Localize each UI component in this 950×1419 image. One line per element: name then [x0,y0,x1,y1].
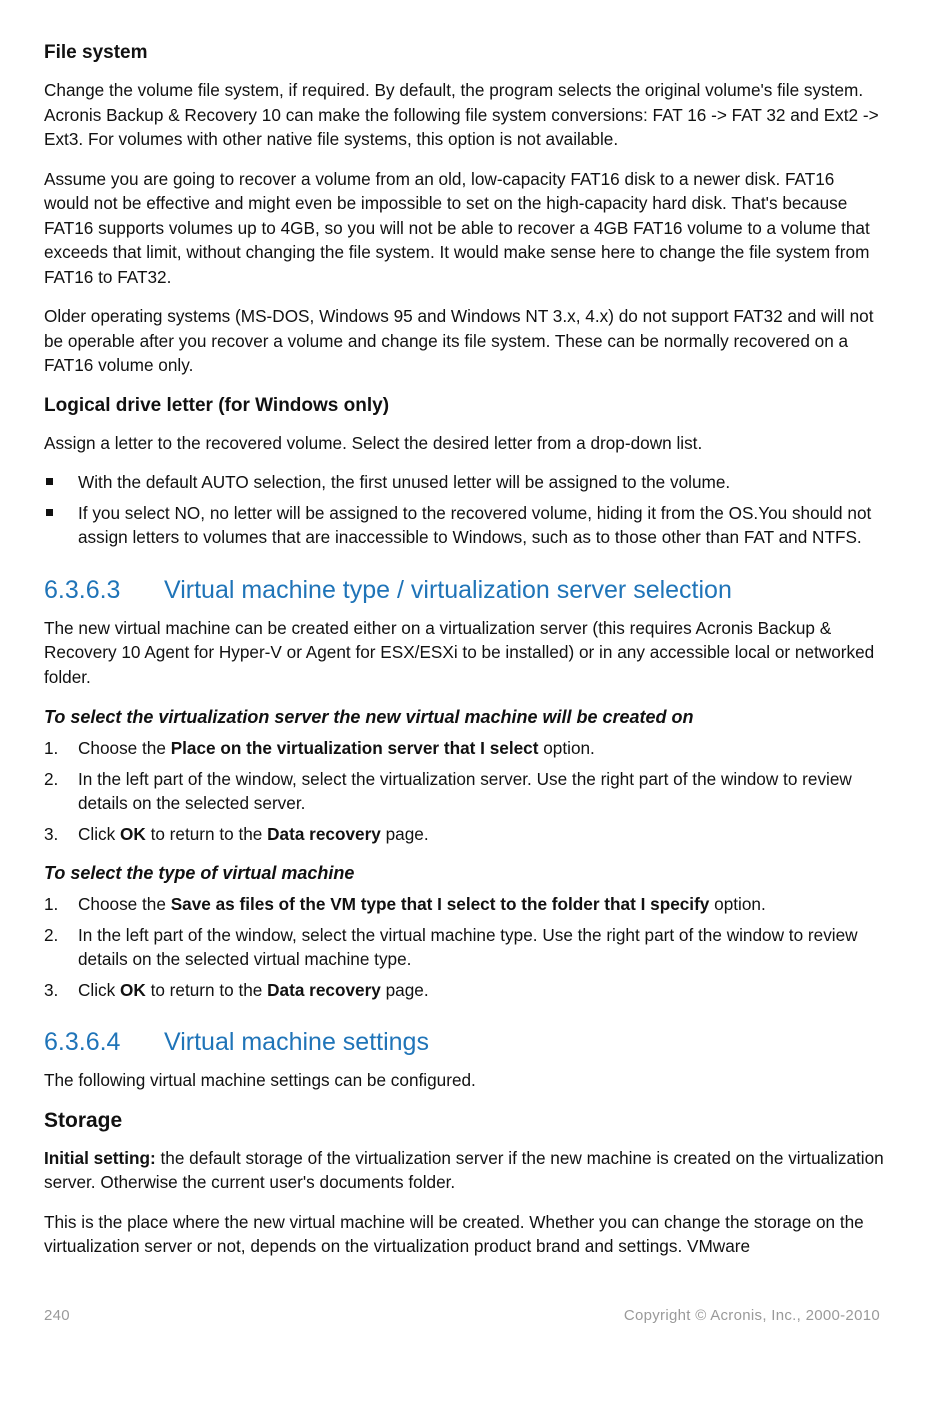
step-item: 1. Choose the Place on the virtualization server that I select option. [44,738,595,758]
step-item: 1. Choose the Save as files of the VM type that I select to the folder that I specify option. [44,894,766,914]
procedure-steps-server [44,736,884,846]
step-item: 2. In the left part of the window, select the virtual machine type. Use the right part of the window to review details on the selected virtual machine type. [44,924,858,969]
vm-type-paragraph: The new virtual machine can be created either on a virtualization server (this requires Acronis Backup & Recovery 10 Agent for Hyper-V or Agent for ESX/ESXi to be installed) or in any accessible local or networked folder. [44,617,875,687]
document-page [44,40,884,1274]
storage-initial-setting: Initial setting: the default storage of the virtualization server if the new machine is created on the virtualization server. Otherwise the current user's documents folder. [44,1147,884,1192]
step-item: 3. Click OK to return to the Data recovery page. [44,979,429,1000]
file-system-paragraph-1: Change the volume file system, if required. By default, the program selects the original volume's file system. Acronis Backup & Recovery 10 can make the following file system conversions: FAT 16 -> FAT 32 and Ext2 -> Ext3. For volumes with other native file systems, this option is not available. [44,80,879,149]
page-number: 240 [44,1307,70,1324]
section-heading-vm-type [44,574,884,606]
section-title: Virtual machine type / virtualization server selection [164,575,732,604]
section-title: Virtual machine settings [164,1028,429,1056]
procedure-title-vm-type: To select the type of virtual machine [44,863,355,883]
drive-letter-paragraph: Assign a letter to the recovered volume. Select the desired letter from a drop-down list. [44,432,703,453]
storage-paragraph: This is the place where the new virtual machine will be created. Whether you can change the storage on the virtualization server or not, depends on the virtualization product brand and settings. VMware [44,1211,864,1256]
file-system-paragraph-3: Older operating systems (MS-DOS, Windows 95 and Windows NT 3.x, 4.x) do not support FAT32 and will not be operable after you recover a volume and change its file system. These can be normally recovered on a FAT16 volume only. [44,306,874,375]
vm-settings-paragraph: The following virtual machine settings can be configured. [44,1070,476,1090]
section-number: 6.3.6.4 [44,1028,121,1056]
file-system-paragraph-2: Assume you are going to recover a volume from an old, low-capacity FAT16 disk to a newer disk. FAT16 would not be effective and might even be impossible to set on the high-capacity hard disk. That's because FAT16 supports volumes up to 4GB, so you will not be able to recover a 4GB FAT16 volume to a volume that exceeds that limit, without changing the file system. It would make sense here to change the file system from FAT16 to FAT32. [44,168,870,287]
procedure-title-server: To select the virtualization server the new virtual machine will be created on [44,707,694,727]
section-number: 6.3.6.3 [44,575,121,604]
copyright-notice: Copyright © Acronis, Inc., 2000-2010 [623,1307,880,1324]
section-heading-vm-settings [44,1026,884,1058]
page-footer [44,1307,880,1324]
drive-letter-bullet-list [44,470,884,550]
file-system-heading: File system [44,42,148,63]
procedure-steps-vm-type [44,892,884,1002]
storage-heading: Storage [44,1108,123,1132]
step-item: 2. In the left part of the window, select the virtualization server. Use the right part of the window to review details on the selected server. [44,768,852,813]
bullet-item-auto: With the default AUTO selection, the first unused letter will be assigned to the volume. [44,470,884,495]
step-item: 3. Click OK to return to the Data recovery page. [44,823,429,844]
drive-letter-heading: Logical drive letter (for Windows only) [44,394,390,416]
bullet-item-no: If you select NO, no letter will be assigned to the recovered volume, hiding it from the OS.You should not assign letters to volumes that are inaccessible to Windows, such as to those other than FAT and NTFS. [44,501,884,550]
